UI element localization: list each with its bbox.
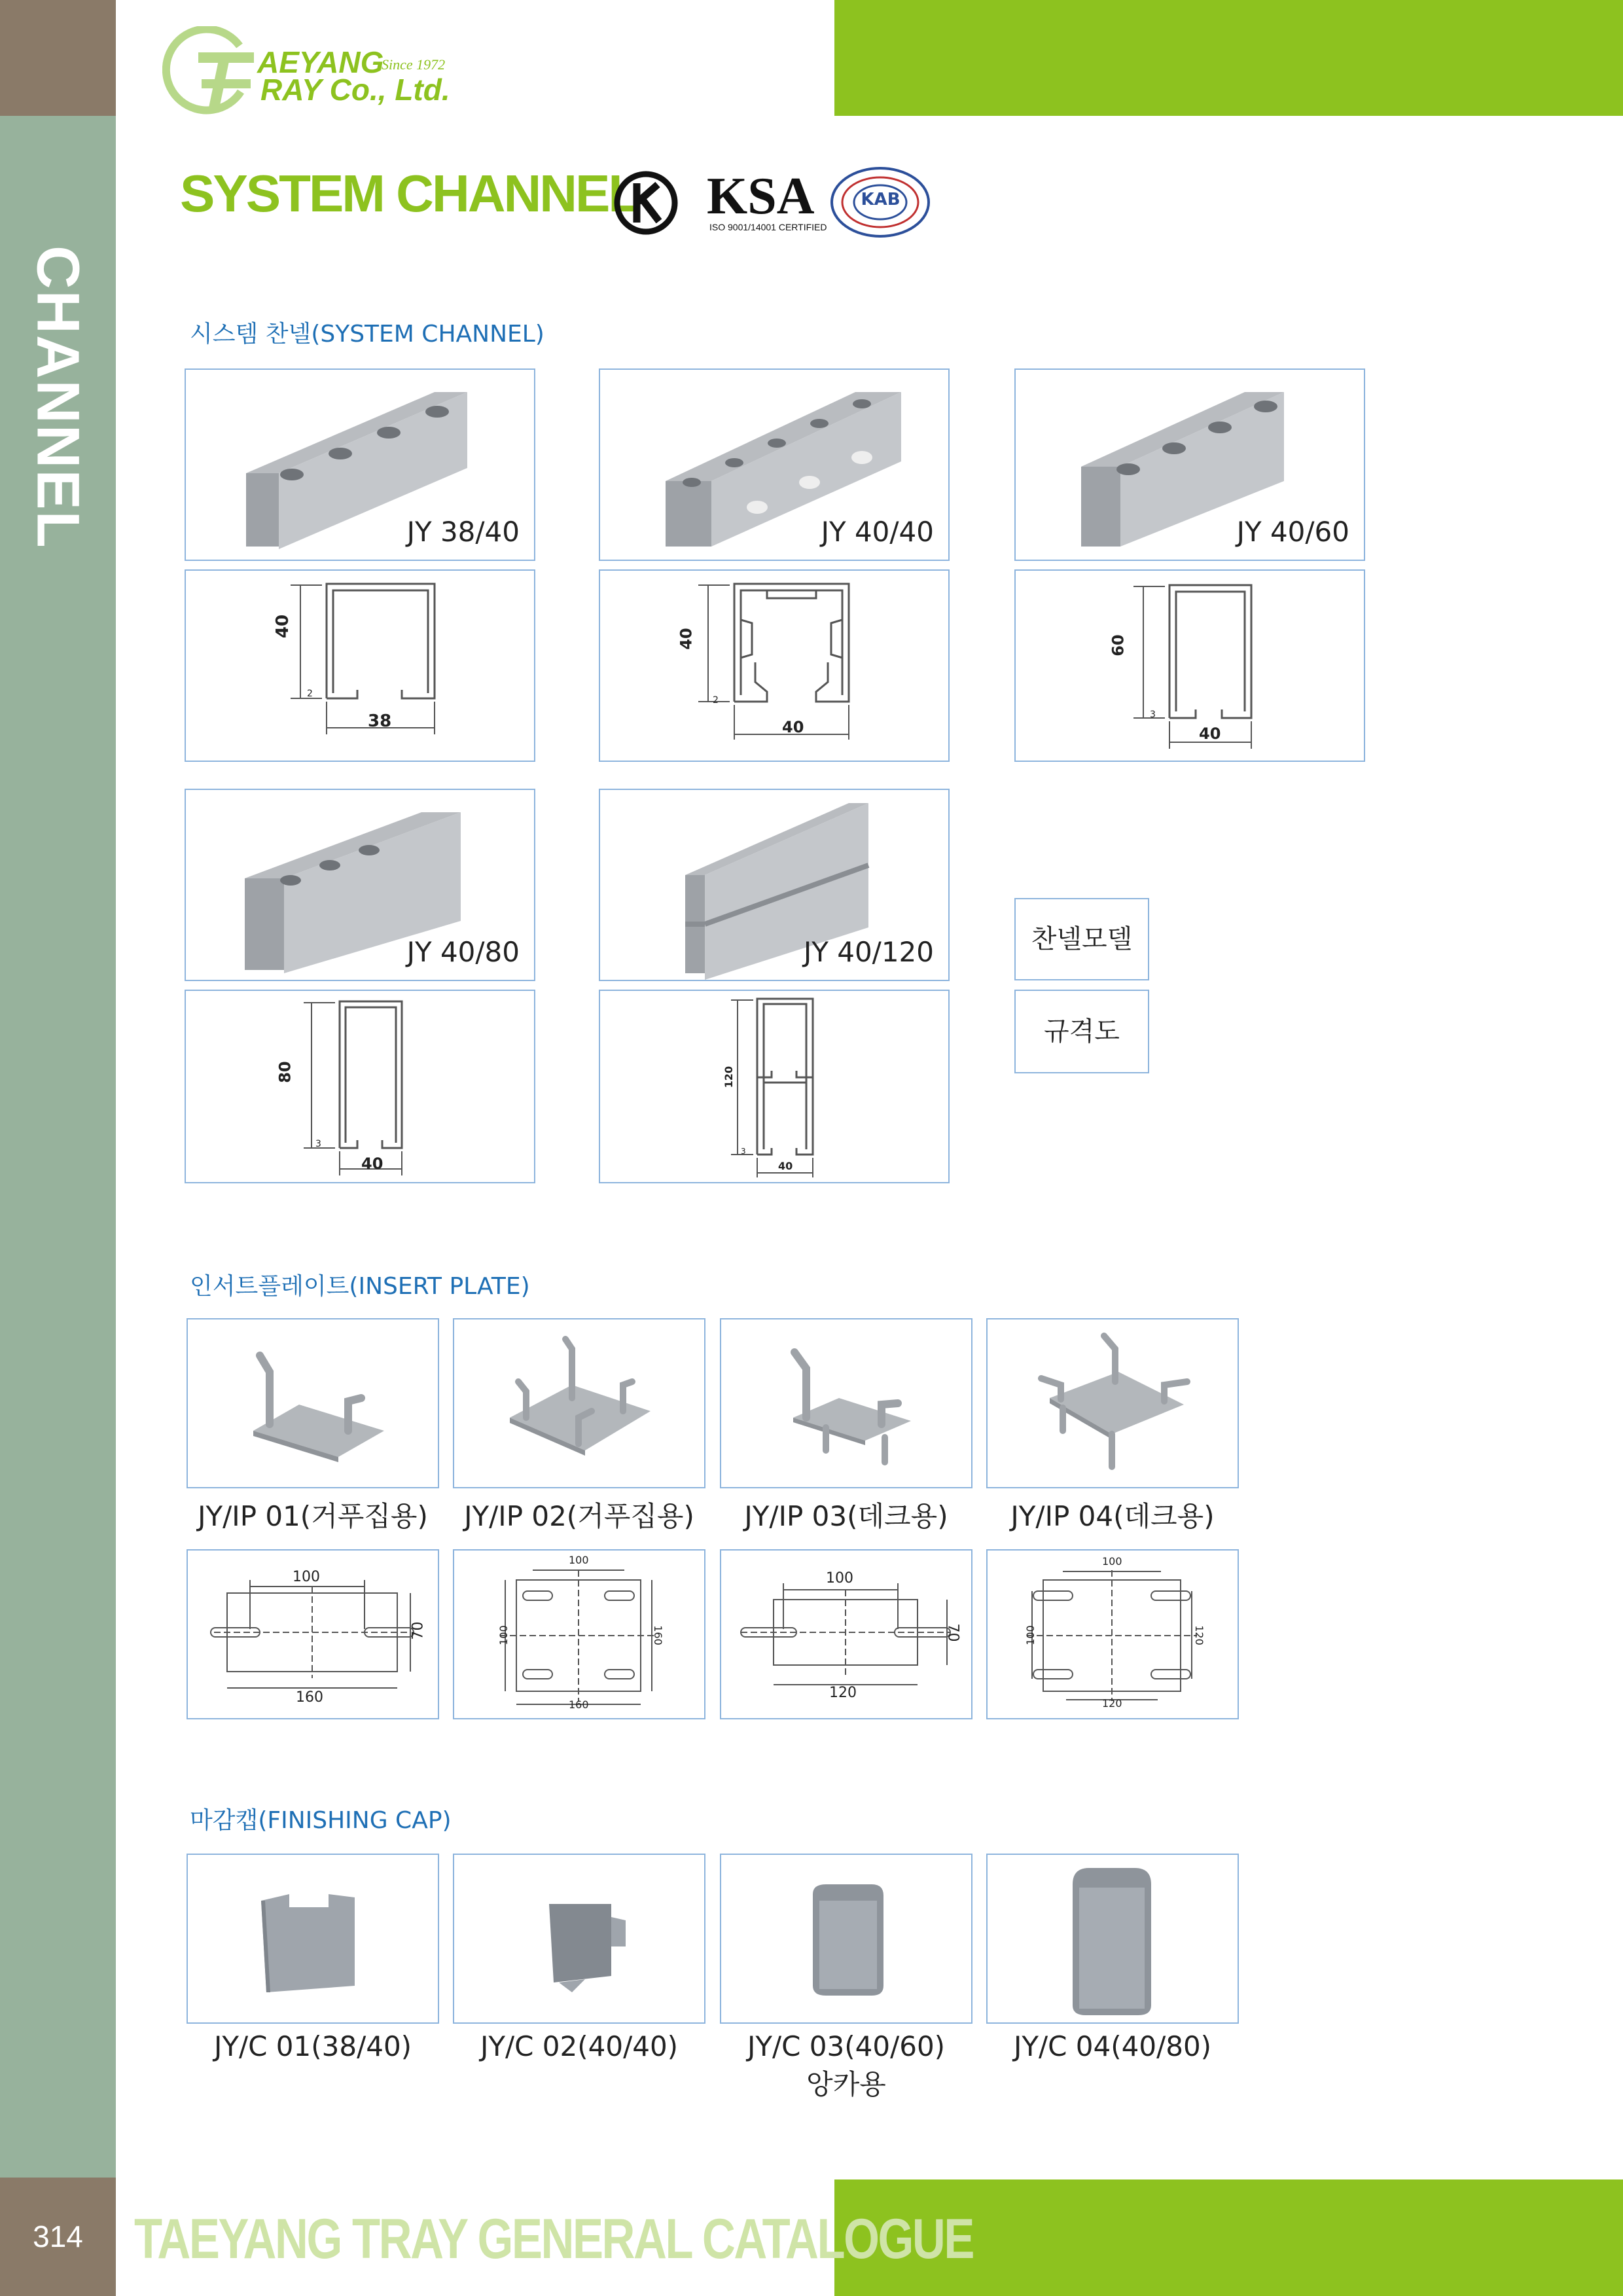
- finishing-cap-card: [720, 1854, 972, 2024]
- insert-plate-drawing: [720, 1549, 972, 1719]
- ksa-certification: KSA ISO 9001/14001 CERTIFIED: [707, 168, 827, 232]
- channel-spec-drawing: [185, 990, 535, 1183]
- spec-dim-width: 40: [778, 1160, 793, 1172]
- drawing-dim-left: 100: [497, 1625, 510, 1645]
- spec-dim-width: 40: [361, 1155, 383, 1173]
- logo-since: Since 1972: [382, 56, 446, 73]
- model-label: JY 40/120: [803, 936, 934, 968]
- drawing-dim-bottom: 160: [569, 1698, 589, 1711]
- insert-plate-image: [721, 1319, 971, 1487]
- insert-plate-card: [720, 1318, 972, 1488]
- drawing-dim-top: 100: [293, 1569, 320, 1585]
- drawing-dim-bottom: 160: [296, 1689, 323, 1706]
- channel-spec-drawing: [599, 990, 950, 1183]
- header-green-bar: [834, 0, 1623, 116]
- insert-plate-caption: JY/IP 02(거푸집용): [464, 1500, 694, 1532]
- spec-dim-height: 120: [722, 1066, 736, 1088]
- finishing-cap-card: [187, 1854, 439, 2024]
- channel-model-card: [599, 368, 950, 561]
- side-section-label: CHANNEL: [24, 245, 92, 549]
- spec-dim-height: 80: [276, 1061, 294, 1083]
- model-label: JY 40/80: [406, 936, 520, 968]
- drawing-dim-bottom: 120: [1102, 1697, 1122, 1710]
- insert-plate-drawing: [453, 1549, 705, 1719]
- spec-dim-thickness: 2: [713, 695, 719, 706]
- kc-mark-icon: [612, 169, 681, 238]
- finishing-cap-image: [988, 1855, 1238, 2022]
- logo-mark-icon: [162, 26, 267, 118]
- kab-certification: [830, 165, 931, 240]
- corner-block-top: [0, 0, 116, 116]
- insert-plate-caption: JY/IP 01(거푸집용): [198, 1500, 428, 1532]
- drawing-dim-top: 100: [569, 1554, 589, 1566]
- channel-model-card: [185, 789, 535, 981]
- logo-name-line2: RAY Co., Ltd.: [260, 73, 450, 107]
- finishing-cap-card: [453, 1854, 705, 2024]
- spec-dim-thickness: 3: [315, 1139, 321, 1149]
- channel-spec-drawing: [599, 569, 950, 762]
- drawing-dim-bottom: 120: [829, 1685, 857, 1701]
- model-label: JY 40/40: [821, 516, 934, 548]
- drawing-dim-top: 100: [826, 1570, 853, 1587]
- company-logo: [162, 26, 476, 118]
- insert-plate-section-title: 인서트플레이트(INSERT PLATE): [190, 1273, 530, 1300]
- drawing-dim-side: 70: [410, 1621, 427, 1640]
- channel-model-card: [1014, 368, 1365, 561]
- finishing-cap-subcaption: 앙카용: [806, 2068, 886, 2100]
- model-label: JY 38/40: [406, 516, 520, 548]
- logo-name-line1: AEYANG: [257, 45, 384, 79]
- insert-plate-image: [188, 1319, 438, 1487]
- drawing-dim-left: 100: [1024, 1625, 1037, 1645]
- channel-spec-drawing: [1014, 569, 1365, 762]
- finishing-cap-image: [188, 1855, 438, 2022]
- insert-plate-card: [187, 1318, 439, 1488]
- legend-channel-model: 찬넬모델: [1014, 898, 1149, 980]
- finishing-cap-caption: JY/C 03(40/60): [747, 2030, 946, 2062]
- finishing-cap-image: [454, 1855, 704, 2022]
- spec-dim-thickness: 2: [307, 689, 313, 699]
- channel-model-card: [185, 368, 535, 561]
- spec-dim-height: 40: [273, 614, 293, 639]
- spec-dim-height: 40: [677, 628, 696, 650]
- kab-label: KAB: [861, 190, 901, 209]
- insert-plate-card: [986, 1318, 1239, 1488]
- system-channel-section-title: 시스템 찬넬(SYSTEM CHANNEL): [190, 321, 544, 348]
- finishing-cap-card: [986, 1854, 1239, 2024]
- finishing-cap-section-title: 마감캡(FINISHING CAP): [190, 1807, 452, 1834]
- insert-plate-caption: JY/IP 03(데크용): [744, 1500, 948, 1532]
- channel-model-card: [599, 789, 950, 981]
- page-title: SYSTEM CHANNEL: [180, 164, 639, 223]
- finishing-cap-caption: JY/C 04(40/80): [1013, 2030, 1212, 2062]
- model-label: JY 40/60: [1236, 516, 1349, 548]
- spec-dim-thickness: 3: [741, 1147, 746, 1156]
- spec-dim-width: 38: [368, 711, 392, 731]
- insert-plate-image: [988, 1319, 1238, 1487]
- finishing-cap-caption: JY/C 02(40/40): [480, 2030, 679, 2062]
- insert-plate-drawing: [187, 1549, 439, 1719]
- spec-dim-width: 40: [782, 718, 804, 736]
- channel-spec-drawing: [185, 569, 535, 762]
- spec-dim-height: 60: [1109, 634, 1128, 656]
- insert-plate-drawing: [986, 1549, 1239, 1719]
- spec-dim-thickness: 3: [1150, 709, 1156, 720]
- page-number: 314: [33, 2219, 83, 2253]
- spec-dim-width: 40: [1199, 725, 1221, 743]
- drawing-dim-right: 160: [651, 1625, 664, 1645]
- drawing-dim-side: 70: [944, 1623, 961, 1642]
- footer-catalogue-title: TAEYANG TRAY GENERAL CATALOGUE: [134, 2208, 973, 2270]
- insert-plate-image: [454, 1319, 704, 1487]
- insert-plate-caption: JY/IP 04(데크용): [1010, 1500, 1215, 1532]
- finishing-cap-image: [721, 1855, 971, 2022]
- insert-plate-card: [453, 1318, 705, 1488]
- finishing-cap-caption: JY/C 01(38/40): [213, 2030, 412, 2062]
- drawing-dim-right: 120: [1192, 1625, 1205, 1645]
- legend-spec-drawing: 규격도: [1014, 990, 1149, 1073]
- drawing-dim-top: 100: [1102, 1555, 1122, 1568]
